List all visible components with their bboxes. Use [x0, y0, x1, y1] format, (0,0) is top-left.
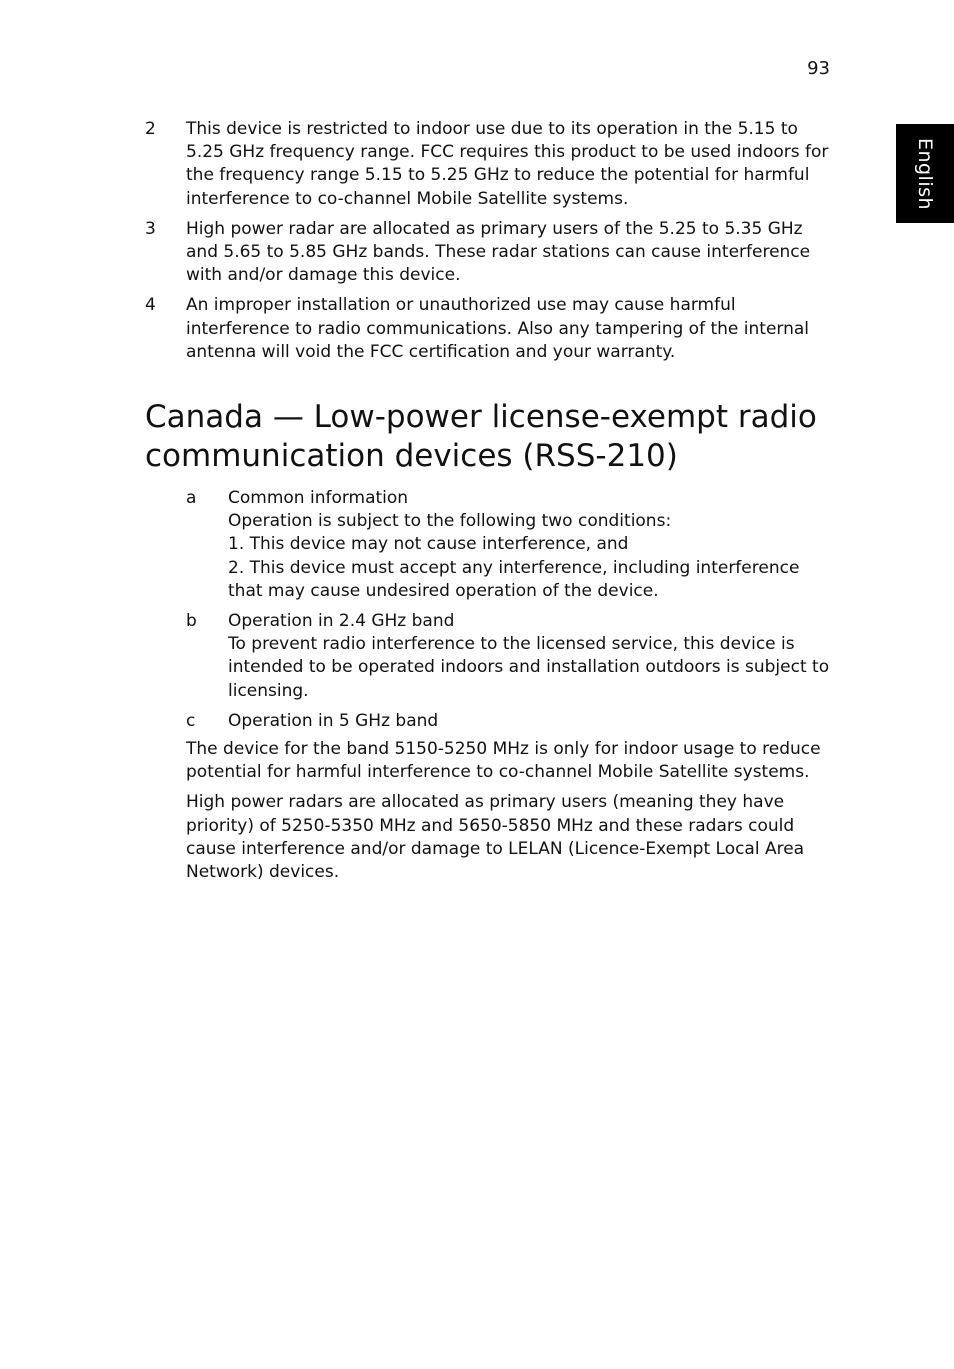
item-heading: Operation in 5 GHz band [228, 710, 439, 731]
item-body [228, 610, 833, 703]
item-line: To prevent radio interference to the licensed service, this device is intended to be operated indoors and installation outdoors is subject to licensing. [228, 634, 830, 701]
note-number: 4 [145, 295, 156, 316]
note-text: An improper installation or unauthorized use may cause harmful interference to radio communications. Also any tampering of the internal antenna will void the FCC certification and your warranty. [186, 295, 810, 362]
note-item [145, 118, 835, 211]
paragraph: High power radars are allocated as primary users (meaning they have priority) of 5250-5350 MHz and 5650-5850 MHz and these radars could cause interference and/or damage to LELAN (Licence-Exempt Local Area Network) devices. [186, 792, 805, 883]
section-item-c [186, 710, 836, 733]
item-letter: b [186, 611, 197, 632]
note-number: 2 [145, 119, 156, 139]
note-text: This device is restricted to indoor use due to its operation in the 5.15 to 5.25 GHz frequency range. FCC requires this product to be used indoors for the frequency range 5.15 to 5.25 GHz to reduce the potential for harmful interference to co-channel Mobile Satellite systems. [186, 119, 829, 209]
item-line: 1. This device may not cause interference, and [228, 534, 629, 555]
section-item-b [186, 610, 836, 703]
section-title: Canada — Low-power license-exempt radio communication devices (RSS-210) [145, 399, 817, 474]
page-number: 93 [807, 58, 830, 79]
language-tab-label: English [914, 137, 937, 210]
note-item [145, 294, 835, 364]
section-paragraphs [186, 738, 836, 891]
item-line: Operation is subject to the following two conditions: [228, 511, 672, 532]
section-item-a [186, 487, 836, 603]
item-heading: Common information [228, 488, 409, 508]
item-body [228, 710, 833, 733]
notes-list [145, 118, 835, 371]
section-items-list [186, 487, 836, 740]
item-letter: a [186, 488, 197, 508]
item-line: 2. This device must accept any interference, including interference that may cause undesired operation of the device. [228, 557, 800, 601]
paragraph: The device for the band 5150-5250 MHz is only for indoor usage to reduce potential for harmful interference to co-channel Mobile Satellite systems. [186, 739, 821, 783]
item-body [228, 487, 833, 603]
item-heading: Operation in 2.4 GHz band [228, 611, 455, 632]
language-tab [896, 124, 954, 223]
note-text: High power radar are allocated as primary users of the 5.25 to 5.35 GHz and 5.65 to 5.85 GHz bands. These radar stations can cause interference with and/or damage this device. [186, 218, 811, 286]
note-number: 3 [145, 218, 156, 239]
item-letter: c [186, 710, 196, 731]
note-item [145, 218, 835, 288]
